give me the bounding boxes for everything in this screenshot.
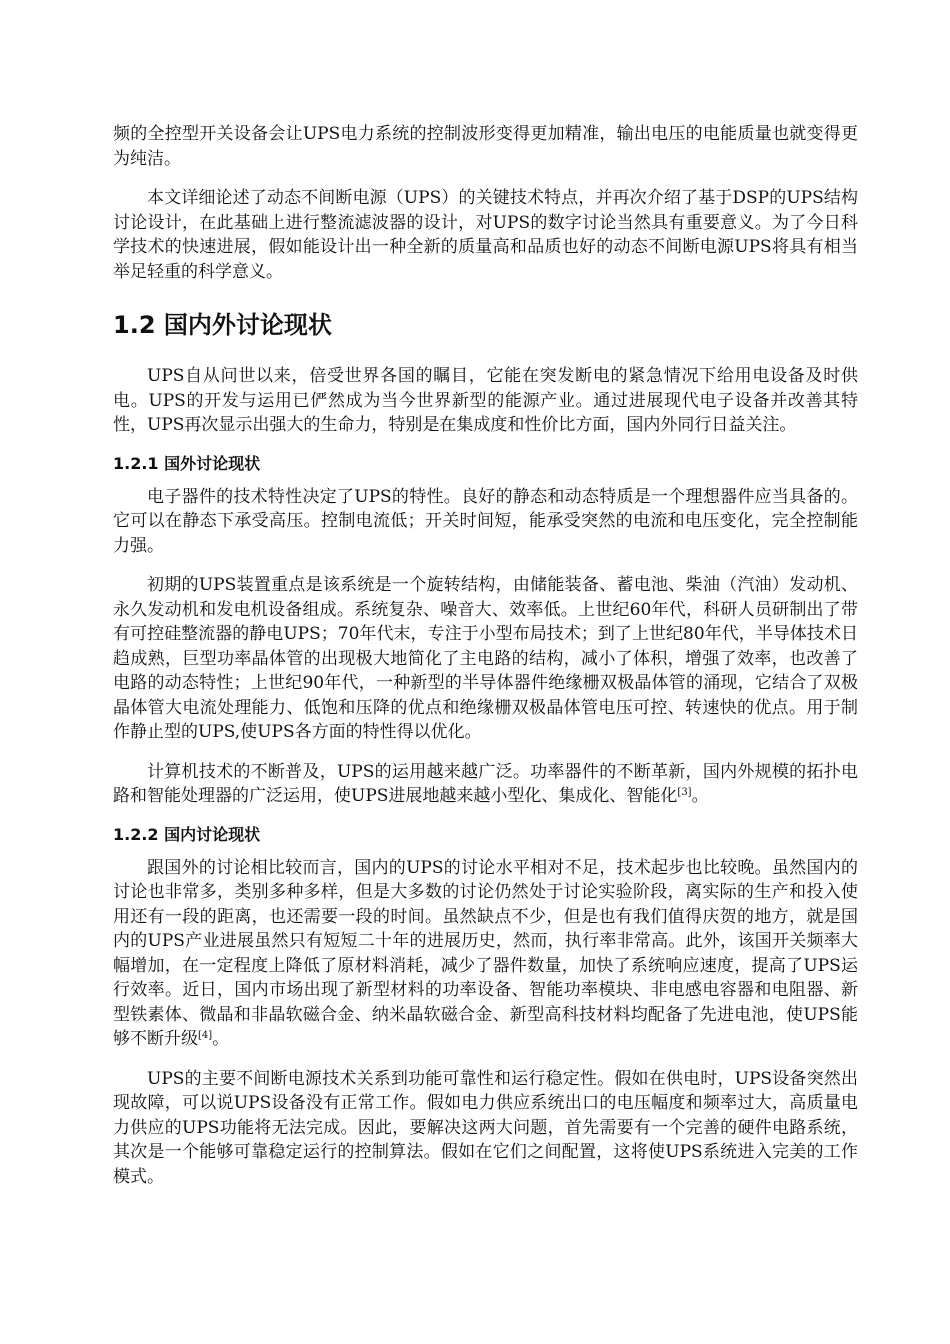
paragraph: 频的全控型开关设备会让UPS电力系统的控制波形变得更加精准，输出电压的电能质量也就变得更为纯洁。 [113, 124, 858, 169]
paragraph [113, 760, 858, 809]
paragraph: 初期的UPS装置重点是该系统是一个旋转结构，由储能装备、蓄电池、柴油（汽油）发动机、永久发动机和发电机设备组成。系统复杂、噪音大、效率低。上世纪60年代，科研人员研制出了带有可控硅整流器的静电UPS；70年代末，专注于小型布局技术；到了上世纪80年代，半导体技术日趋成熟，巨型功率晶体管的出现极大地简化了主电路的结构，减小了体积，增强了效率，也改善了电路的动态特性；上世纪90年代，一种新型的半导体器件绝缘栅双极晶体管的涌现，它结合了双极晶体管大电流处理能力、低饱和压降的优点和绝缘栅双极晶体管电压可控、转速快的优点。用于制作静止型的UPS,使UPS各方面的特性得以优化。 [113, 575, 858, 742]
paragraph: 电子器件的技术特性决定了UPS的特性。良好的静态和动态特质是一个理想器件应当具备的。它可以在静态下承受高压。控制电流低；开关时间短，能承受突然的电流和电压变化，完全控制能力强。 [113, 486, 858, 556]
paragraph-text: 计算机技术的不断普及，UPS的运用越来越广泛。功率器件的不断革新，国内外规模的拓扑电路和智能处理器的广泛运用，使UPS进展地越来越小型化、集成化、智能化 [113, 761, 858, 806]
citation-ref: [4] [198, 1030, 213, 1041]
paragraph-end: 。 [691, 786, 709, 806]
section-heading-1-2: 1.2 国内外讨论现状 [113, 311, 332, 339]
paragraph: UPS自从问世以来，倍受世界各国的瞩目，它能在突发断电的紧急情况下给用电设备及时供电。UPS的开发与运用已俨然成为当今世界新型的能源产业。通过进展现代电子设备并改善其特性，UPS再次显示出强大的生命力，特别是在集成度和性价比方面，国内外同行日益关注。 [113, 366, 858, 435]
paragraph-text: 跟国外的讨论相比较而言，国内的UPS的讨论水平相对不足，技术起步也比较晚。虽然国内的讨论也非常多，类别多种多样，但是大多数的讨论仍然处于讨论实验阶段，离实际的生产和投入使用还有一段的距离，也还需要一段的时间。虽然缺点不少，但是也有我们值得庆贺的地方，就是国内的UPS产业进展虽然只有短短二十年的进展历史，然而，执行率非常高。此外，该国开关频率大幅增加，在一定程度上降低了原材料消耗，减少了器件数量，加快了系统响应速度，提高了UPS运行效率。近日，国内市场出现了新型材料的功率设备、智能功率模块、非电感电容器和电阻器、新型铁素体、微晶和非晶软磁合金、纳米晶软磁合金、新型高科技材料均配备了先进电池，使UPS能够不断升级 [113, 857, 858, 1049]
paragraph [113, 856, 858, 1052]
subsection-heading-1-2-1: 1.2.1 国外讨论现状 [113, 453, 261, 473]
citation-ref: [3] [677, 787, 692, 798]
paragraph: UPS的主要不间断电源技术关系到功能可靠性和运行稳定性。假如在供电时，UPS设备突然出现故障，可以说UPS设备没有正常工作。假如电力供应系统出口的电压幅度和频率过大，高质量电力供应的UPS功能将无法完成。因此，要解决这两大问题，首先需要有一个完善的硬件电路系统，其次是一个能够可靠稳定运行的控制算法。假如在它们之间配置，这将使UPS系统进入完美的工作模式。 [113, 1068, 858, 1187]
paragraph-end: 。 [212, 1029, 230, 1049]
subsection-heading-1-2-2: 1.2.2 国内讨论现状 [113, 824, 261, 844]
document-page [113, 122, 858, 1189]
paragraph: 本文详细论述了动态不间断电源（UPS）的关键技术特点，并再次介绍了基于DSP的UPS结构讨论设计，在此基础上进行整流滤波器的设计，对UPS的数字讨论当然具有重要意义。为了今日科学技术的快速进展，假如能设计出一种全新的质量高和品质也好的动态不间断电源UPS将具有相当举足轻重的科学意义。 [113, 188, 858, 282]
